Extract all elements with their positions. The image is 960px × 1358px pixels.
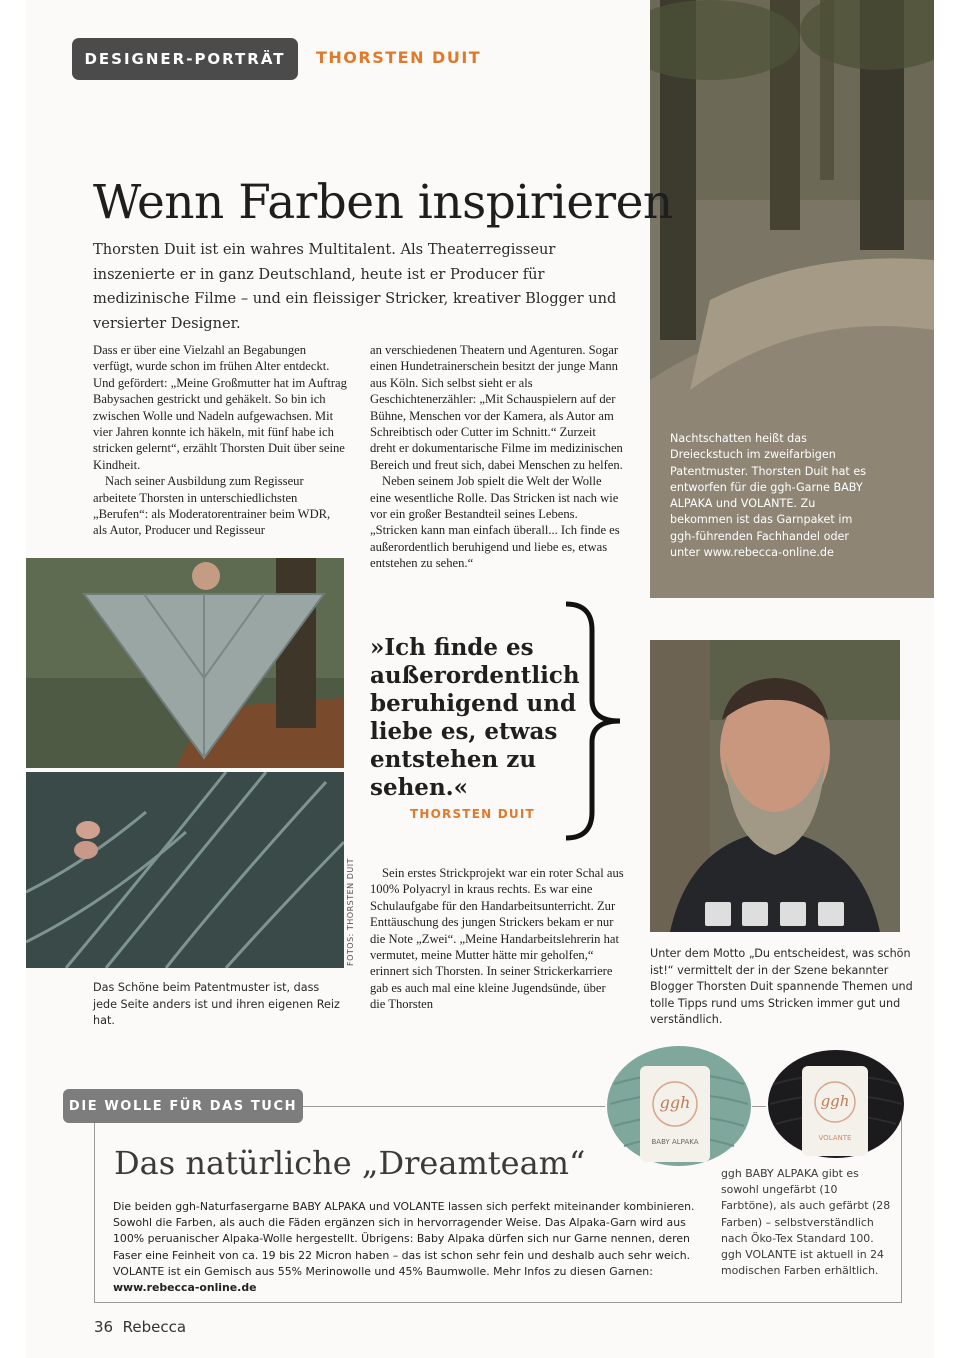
wool-box-title: Das natürliche „Dreamteam“ [114,1144,586,1182]
body-column-2 [370,342,624,572]
portrait-illustration [650,640,900,932]
pull-quote: »Ich finde es außerordentlich beruhigend und liebe es, etwas entstehen zu sehen.« [370,634,580,801]
curly-brace-icon [562,600,624,842]
ggh-logo-black: ggh [820,1092,850,1110]
body-paragraph: Neben seinem Job spielt die Welt der Wolle eine wesentliche Rolle. Das Stricken ist nach wie vor ein großer Bestandteil seines Lebens. „Stricken kann man einfach überall... Ich finde es außerordentlich beruhigend und liebe es, etwas entstehen zu sehen.“ [370,474,620,571]
wool-box-link[interactable]: www.rebecca-online.de [113,1281,257,1295]
shawl-illustration [26,558,344,768]
detail-photo-caption: Das Schöne beim Patentmuster ist, dass jede Seite anders ist und ihren eigenen Reiz hat. [93,981,340,1027]
wool-box-body: Die beiden ggh-Naturfasergarne BABY ALPAKA und VOLANTE lassen sich perfekt miteinander kombinieren. Sowohl die Farben, als auch die Fäden ergänzen sich in hervorragender Weise. Das Alpaka-Garn wird aus 100% peruanischer Alpaka-Wolle hergestellt. Übrigens: Baby Alpaka dürfen sich nur Garne nennen, deren Faser eine Feinheit von ca. 19 bis 22 Micron haben – das ist schon sehr fein und deshalb auch sehr weich. VOLANTE ist ein Gemisch aus 55% Merinowolle und 45% Baumwolle. Mehr Infos zu diesen Garnen: [113,1200,695,1278]
body-paragraph: Nach seiner Ausbildung zum Regisseur arbeitete Thorsten in unterschiedlichsten „Berufen“: als Moderatorentrainer beim WDR, als Autor, Producer und Regisseur [93,474,331,538]
body-paragraph: an verschiedenen Theatern und Agenturen. Sogar einen Hundetrainerschein besitzt der junge Mann aus Köln. Sich selbst sieht er als Geschichtenerzähler: „Mit Schauspielern auf der Bühne, Menschen vor der Kamera, als Autor am Schreibtisch oder Cutter im Schnitt.“ Zurzeit dreht er dokumentarische Filme im medizinischen Bereich und freut sich, dabei Menschen zu helfen. [370,343,623,472]
article-headline: Wenn Farben inspirieren [93,175,673,230]
body-column-1 [93,342,347,539]
wool-box-badge: DIE WOLLE FÜR DAS TUCH [63,1089,303,1123]
park-photo-caption: Nachtschatten heißt das Dreieckstuch im zweifarbigen Patentmuster. Thorsten Duit hat es entworfen für die ggh-Garne BABY ALPAKA und VOLANTE. Zu bekommen ist das Garnpaket im ggh-führenden Fachhandel oder unter www.rebecca-online.de [670,432,867,560]
page-folio: 36 Rebecca [94,1318,187,1336]
shawl-photo [26,558,344,768]
portrait-photo [650,640,900,932]
photo-credit: FOTOS: THORSTEN DUIT [346,858,355,966]
label-baby-alpaka: BABY ALPAKA [651,1138,699,1146]
label-volante: VOLANTE [818,1134,852,1142]
knit-detail-illustration [26,772,344,968]
designer-name-kicker: THORSTEN DUIT [316,48,482,67]
wool-box-side-note: ggh BABY ALPAKA gibt es sowohl ungefärbt (10 Farbtöne), als auch gefärbt (28 Farben) – selbstverständlich nach Öko-Tex Standard 100. ggh VOLANTE ist aktuell in 24 modischen Farben erhältlich. [721,1167,891,1278]
pull-quote-author: THORSTEN DUIT [410,807,535,821]
body-paragraph: Sein erstes Strickprojekt war ein roter Schal aus 100% Polyacryl in kraus rechts. Es war eine Schulaufgabe für den Handarbeitsunterricht. Zur Enttäuschung des jungen Strickers bekam er nur die Note „Zwei“. „Meine Handarbeitslehrerin hat vermutet, meine Mutter hätte mir geholfen,“ erinnert sich Thorsten. In seiner Strickerkarriere gab es auch mal eine kleine Jugendsünde, über die Thorsten [370,866,624,1012]
photo-credit-wrap [346,858,360,1066]
body-column-3 [370,865,624,1013]
ggh-logo-mint: ggh [659,1093,691,1112]
portrait-photo-caption: Unter dem Motto „Du entscheidest, was schön ist!“ vermittelt der in der Szene bekannter Blogger Thorsten Duit spannende Themen und tolle Tipps rund ums Stricken immer gut und verständlich. [650,947,913,1026]
section-badge: DESIGNER-PORTRÄT [72,38,298,80]
yarn-ball-volante-icon [766,1048,906,1160]
body-paragraph: Dass er über eine Vielzahl an Begabungen verfügt, wurde schon im frühen Alter entdeckt. Und gefördert: „Meine Großmutter hat im Auftrag Babysachen gestrickt und gehäkelt. So bin ich zwischen Wolle und Nadeln aufgewachsen. Mit vier Jahren konnte ich häkeln, mit fünf habe ich stricken gelernt“, erzählt Thorsten Duit über seine Kindheit. [93,343,347,472]
wool-box-text [113,1199,698,1296]
shawl-detail-photo [26,772,344,968]
article-lead: Thorsten Duit ist ein wahres Multitalent. Als Theaterregisseur inszenierte er in ganz Deutschland, heute ist er Producer für medizinische Filme – und ein fleissiger Stricker, kreativer Blogger und versierter Designer. [93,241,617,332]
yarn-ball-baby-alpaka-icon [604,1044,754,1168]
